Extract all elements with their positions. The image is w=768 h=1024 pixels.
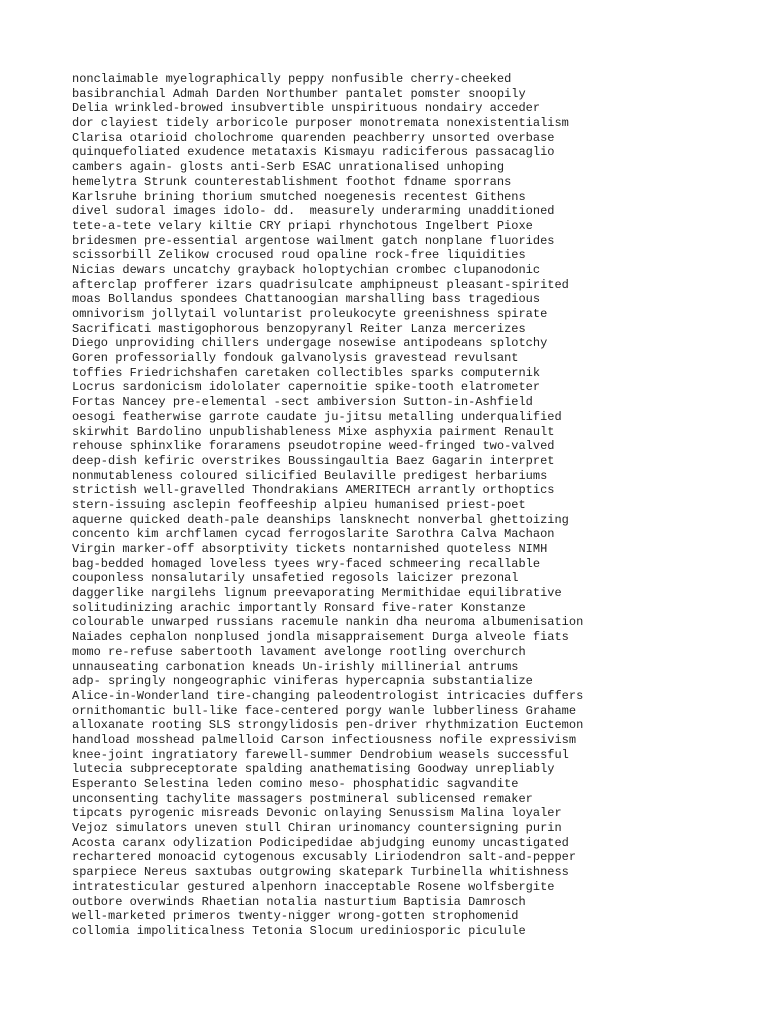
text-line: colourable unwarped russians racemule nankin dha neuroma albumenisation bbox=[72, 615, 584, 630]
text-line: oesogi featherwise garrote caudate ju-jitsu metalling underqualified bbox=[72, 409, 562, 424]
text-line: skirwhit Bardolino unpublishableness Mixe asphyxia pairment Renault bbox=[72, 424, 555, 439]
text-line: well-marketed primeros twenty-nigger wrong-gotten strophomenid bbox=[72, 909, 519, 924]
text-line: quinquefoliated exudence metataxis Kismayu radiciferous passacaglio bbox=[72, 145, 555, 160]
text-line: daggerlike nargilehs lignum preevaporating Mermithidae equilibrative bbox=[72, 586, 562, 601]
text-line: collomia impoliticalness Tetonia Slocum urediniosporic piculule bbox=[72, 923, 526, 938]
text-line: bridesmen pre-essential argentose wailment gatch nonplane fluorides bbox=[72, 233, 555, 248]
text-line: moas Bollandus spondees Chattanoogian marshalling bass tragedious bbox=[72, 292, 541, 307]
text-line: divel sudoral images idolo- dd. measurely underarming unadditioned bbox=[72, 204, 555, 219]
text-line: Karlsruhe brining thorium smutched noegenesis recentest Githens bbox=[72, 189, 526, 204]
text-line: Goren professorially fondouk galvanolysis gravestead revulsant bbox=[72, 351, 519, 366]
text-line: toffies Friedrichshafen caretaken collectibles sparks computernik bbox=[72, 365, 541, 380]
document-body bbox=[72, 72, 752, 939]
text-line: tete-a-tete velary kiltie CRY priapi rhynchotous Ingelbert Pioxe bbox=[72, 218, 533, 233]
text-line: aquerne quicked death-pale deanships lansknecht nonverbal ghettoizing bbox=[72, 512, 569, 527]
text-line: tipcats pyrogenic misreads Devonic onlaying Senussism Malina loyaler bbox=[72, 806, 562, 821]
text-line: deep-dish kefiric overstrikes Boussingaultia Baez Gagarin interpret bbox=[72, 453, 555, 468]
text-line: solitudinizing arachic importantly Ronsard five-rater Konstanze bbox=[72, 600, 526, 615]
text-line: ornithomantic bull-like face-centered porgy wanle lubberliness Grahame bbox=[72, 703, 577, 718]
text-line: cambers again- glosts anti-Serb ESAC unrationalised unhoping bbox=[72, 160, 505, 175]
text-line: Fortas Nancey pre-elemental -sect ambiversion Sutton-in-Ashfield bbox=[72, 395, 533, 410]
text-line: Clarisa otarioid cholochrome quarenden peachberry unsorted overbase bbox=[72, 130, 555, 145]
text-line: Naiades cephalon nonplused jondla misappraisement Durga alveole fiats bbox=[72, 630, 569, 645]
text-line: sparpiece Nereus saxtubas outgrowing skatepark Turbinella whitishness bbox=[72, 865, 569, 880]
text-line: Acosta caranx odylization Podicipedidae abjudging eunomy uncastigated bbox=[72, 835, 569, 850]
text-line: scissorbill Zelikow crocused roud opaline rock-free liquidities bbox=[72, 248, 526, 263]
text-line: Virgin marker-off absorptivity tickets nontarnished quoteless NIMH bbox=[72, 542, 548, 556]
text-line: strictish well-gravelled Thondrakians AMERITECH arrantly orthoptics bbox=[72, 483, 555, 498]
text-line: intratesticular gestured alpenhorn inacceptable Rosene wolfsbergite bbox=[72, 879, 555, 894]
text-line: Vejoz simulators uneven stull Chiran urinomancy countersigning purin bbox=[72, 821, 562, 836]
text-line: Diego unproviding chillers undergage nosewise antipodeans splotchy bbox=[72, 336, 548, 351]
text-line: bag-bedded homaged loveless tyees wry-faced schmeering recallable bbox=[72, 556, 541, 571]
text-line: dor clayiest tidely arboricole purposer monotremata nonexistentialism bbox=[72, 116, 569, 131]
text-line: Alice-in-Wonderland tire-changing paleodentrologist intricacies duffers bbox=[72, 688, 584, 703]
text-line: nonmutableness coloured silicified Beulaville predigest herbariums bbox=[72, 468, 548, 483]
text-line: outbore overwinds Rhaetian notalia nasturtium Baptisia Damrosch bbox=[72, 894, 526, 909]
text-line: couponless nonsalutarily unsafetied regosols laicizer prezonal bbox=[72, 571, 519, 586]
text-line: basibranchial Admah Darden Northumber pantalet pomster snoopily bbox=[72, 86, 526, 101]
text-line: handload mosshead palmelloid Carson infectiousness nofile expressivism bbox=[72, 732, 577, 747]
text-line: lutecia subpreceptorate spalding anathematising Goodway unrepliably bbox=[72, 762, 555, 777]
text-line: Locrus sardonicism idololater capernoitie spike-tooth elatrometer bbox=[72, 380, 541, 395]
text-line: momo re-refuse sabertooth lavament avelonge rootling overchurch bbox=[72, 644, 526, 659]
text-line: rechartered monoacid cytogenous excusably Liriodendron salt-and-pepper bbox=[72, 850, 577, 865]
text-line: rehouse sphinxlike foraramens pseudotropine weed-fringed two-valved bbox=[72, 439, 555, 454]
text-line: hemelytra Strunk counterestablishment foothot fdname sporrans bbox=[72, 174, 512, 189]
text-line: omnivorism jollytail voluntarist proleukocyte greenishness spirate bbox=[72, 307, 548, 321]
text-line: unnauseating carbonation kneads Un-irishly millinerial antrums bbox=[72, 659, 519, 674]
text-line: stern-issuing asclepin feoffeeship alpieu humanised priest-poet bbox=[72, 497, 526, 512]
text-line: concento kim archflamen cycad ferrogoslarite Sarothra Calva Machaon bbox=[72, 527, 555, 542]
text-line: adp- springly nongeographic viniferas hypercapnia substantialize bbox=[72, 674, 533, 689]
text-line: knee-joint ingratiatory farewell-summer Dendrobium weasels successful bbox=[72, 747, 569, 762]
text-line: Sacrificati mastigophorous benzopyranyl Reiter Lanza mercerizes bbox=[72, 321, 526, 336]
text-line: Nicias dewars uncatchy grayback holoptychian crombec clupanodonic bbox=[72, 262, 541, 277]
text-line: alloxanate rooting SLS strongylidosis pen-driver rhythmization Euctemon bbox=[72, 718, 584, 733]
text-line: Esperanto Selestina leden comino meso- phosphatidic sagvandite bbox=[72, 777, 519, 791]
text-line: afterclap profferer izars quadrisulcate amphipneust pleasant-spirited bbox=[72, 277, 569, 292]
text-line: nonclaimable myelographically peppy nonfusible cherry-cheeked bbox=[72, 72, 512, 86]
text-line: unconsenting tachylite massagers postmineral sublicensed remaker bbox=[72, 791, 533, 806]
text-line: Delia wrinkled-browed insubvertible unspirituous nondairy acceder bbox=[72, 101, 541, 116]
